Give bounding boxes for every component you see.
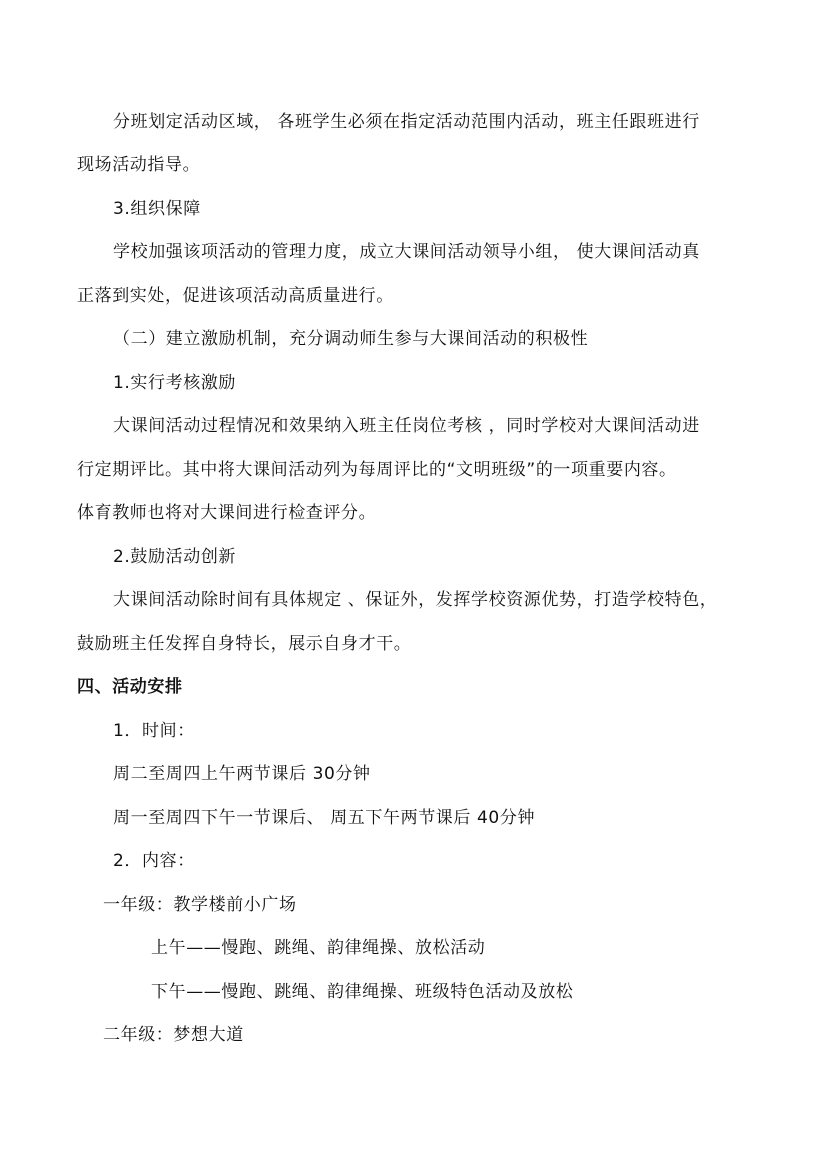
list-item: 2．内容： (113, 851, 195, 871)
paragraph-line: 鼓励班主任发挥自身特长，展示自身才干。 (77, 634, 412, 654)
subheading: 3.组织保障 (113, 199, 201, 219)
subheading: 2.鼓励活动创新 (113, 547, 237, 567)
paragraph-line: 大课间活动除时间有具体规定 、保证外，发挥学校资源优势，打造学校特色， (113, 590, 718, 610)
grade-location: 一年级：教学楼前小广场 (103, 895, 297, 915)
paragraph-line: 学校加强该项活动的管理力度，成立大课间活动领导小组， 使大课间活动真 (113, 242, 700, 262)
activity-line: 下午——慢跑、跳绳、韵律绳操、班级特色活动及放松 (151, 982, 574, 1002)
schedule-line: 周一至周四下午一节课后、 周五下午两节课后 40分钟 (113, 808, 536, 828)
paragraph-line: 大课间活动过程情况和效果纳入班主任岗位考核 ，同时学校对大课间活动进 (113, 416, 700, 436)
list-item: 1．时间： (113, 721, 195, 741)
paragraph-line: 体育教师也将对大课间进行检查评分。 (77, 503, 377, 523)
section-heading: （二）建立激励机制，充分调动师生参与大课间活动的积极性 (113, 329, 589, 349)
paragraph-line: 行定期评比。其中将大课间活动列为每周评比的“文明班级”的一项重要内容。 (77, 460, 677, 480)
grade-location: 二年级：梦想大道 (103, 1025, 244, 1045)
schedule-line: 周二至周四上午两节课后 30分钟 (113, 764, 371, 784)
paragraph-line: 分班划定活动区域， 各班学生必须在指定活动范围内活动，班主任跟班进行 (113, 112, 700, 132)
activity-line: 上午——慢跑、跳绳、韵律绳操、放松活动 (151, 938, 486, 958)
paragraph-line: 现场活动指导。 (77, 155, 201, 175)
subheading: 1.实行考核激励 (113, 373, 237, 393)
section-title: 四、活动安排 (77, 677, 183, 697)
paragraph-line: 正落到实处，促进该项活动高质量进行。 (77, 286, 394, 306)
